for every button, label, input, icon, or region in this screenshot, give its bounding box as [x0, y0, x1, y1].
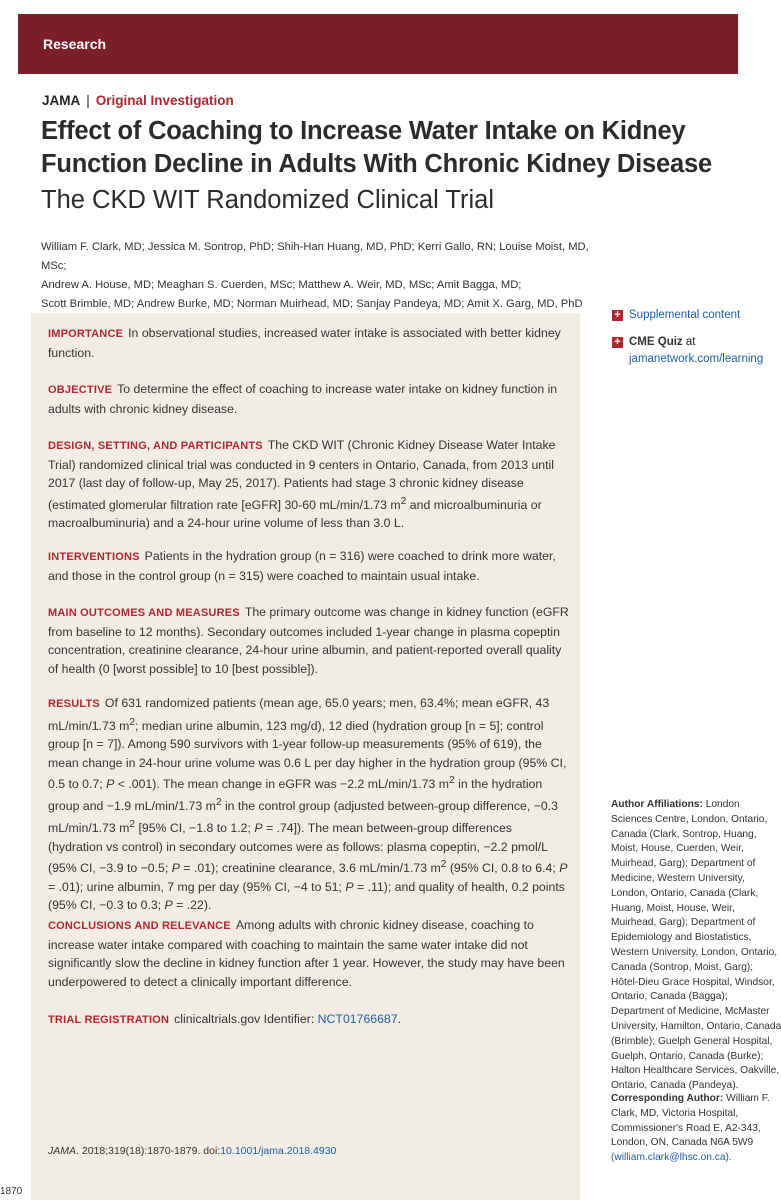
- affiliation-line: [611, 887, 759, 902]
- affiliation-line: [611, 976, 775, 991]
- abstract-results: [48, 694, 570, 915]
- affiliation-text: Halton Healthcare Services, Oakville,: [611, 1065, 780, 1077]
- superscript: 2: [400, 495, 407, 507]
- results-text: = .74]). The mean between-group differences (hydration vs control) in secondary outcomes were as follows: plasma copeptin, −2.2 pmol/L (95% CI, −3.9 to −0.5;: [48, 820, 548, 876]
- p-value-symbol: P: [171, 861, 180, 876]
- cme-at: at: [682, 336, 696, 348]
- results-text: in the hydration group and −1.9 mL/min/1.73 m: [48, 777, 543, 814]
- affiliation-line: [611, 1064, 780, 1079]
- design-text: The CKD WIT (Chronic Kidney Disease Water Intake Trial) randomized clinical trial was conducted in 9 centers in Ontario, Canada, from 2013 until 2017 (last day of follow-up, May 25, 2017). Patients had stage 3 chronic kidney disease (estimated glomerular filtration rate [eGFR] 30-60 mL/min/1.73 m: [48, 438, 556, 512]
- page-number: 1870: [0, 1186, 23, 1197]
- section-label: Research: [43, 36, 107, 52]
- results-text: = .22).: [172, 898, 212, 913]
- p-value-symbol: P: [254, 820, 263, 835]
- corresponding-line: [611, 1136, 754, 1151]
- superscript: 2: [129, 716, 136, 728]
- outcomes-heading: MAIN OUTCOMES AND MEASURES: [48, 607, 240, 619]
- results-text: = .11); and quality of health, 0.2 points (95% CI, −0.3 to 0.3;: [48, 879, 565, 913]
- affiliation-line: [611, 1020, 781, 1035]
- interventions-heading: INTERVENTIONS: [48, 551, 140, 563]
- affiliation-line: [611, 1035, 773, 1050]
- design-heading: DESIGN, SETTING, AND PARTICIPANTS: [48, 440, 263, 452]
- supplemental-content-link[interactable]: [612, 307, 740, 324]
- affiliations-heading: Author Affiliations:: [611, 799, 703, 810]
- results-text: Of 631 randomized patients (mean age, 65.0 years; men, 63.4%; mean eGFR, 43 mL/min/1.73 m: [48, 696, 550, 733]
- corresponding-text: William F.: [726, 1093, 770, 1104]
- importance-heading: IMPORTANCE: [48, 328, 124, 340]
- affiliation-line: [611, 828, 757, 843]
- corresponding-author: [611, 1092, 770, 1166]
- registration-heading: TRIAL REGISTRATION: [48, 1014, 170, 1026]
- corresponding-line: [611, 1092, 770, 1107]
- superscript: 2: [449, 775, 455, 787]
- abstract-design: [48, 436, 570, 533]
- affiliation-line: [611, 872, 745, 887]
- plus-icon: +: [612, 337, 623, 348]
- affiliation-text: Moist, House, Cuerden, Weir,: [611, 843, 744, 855]
- affiliation-line: [611, 798, 738, 813]
- affiliation-text: Medicine, Western University,: [611, 872, 745, 884]
- citation-ref: . 2018;319(18):1870-1879. doi:: [76, 1145, 221, 1157]
- affiliation-line: [611, 961, 754, 976]
- corresponding-text: Commissioner's Road E, A2-343,: [611, 1122, 761, 1134]
- p-value-symbol: P: [345, 879, 354, 894]
- corresponding-text: London, ON, Canada N6A 5W9: [611, 1137, 754, 1149]
- citation-line: [48, 1145, 336, 1157]
- affiliation-text: London, Ontario, Canada (Clark,: [611, 887, 759, 899]
- doi-link[interactable]: 10.1001/jama.2018.4930: [220, 1145, 337, 1157]
- affiliation-text: Western University, London, Ontario,: [611, 946, 778, 958]
- affiliation-text: Ontario, Canada (Bagga);: [611, 991, 728, 1003]
- affiliation-text: University, Hamilton, Ontario, Canada: [611, 1020, 781, 1032]
- p-value-symbol: P: [559, 861, 568, 876]
- affiliation-line: [611, 1005, 770, 1020]
- journal-line: [42, 93, 234, 108]
- p-value-symbol: P: [106, 777, 115, 792]
- interventions-text: Patients in the hydration group (n = 316) were coached to drink more water, and those in the control group (n = 315) were coached to maintain usual intake.: [48, 549, 556, 583]
- importance-text: In observational studies, increased water intake is associated with better kidney function.: [48, 326, 561, 360]
- plus-icon: +: [612, 310, 623, 321]
- supplemental-label[interactable]: Supplemental content: [629, 309, 741, 321]
- section-header-bar: [18, 14, 738, 74]
- author-line: Scott Brimble, MD; Andrew Burke, MD; Norman Muirhead, MD; Sanjay Pandeya, MD; Amit X. Garg, MD, PhD: [41, 298, 583, 310]
- design-text: and microalbuminuria or macroalbuminuria) and a 24-hour urine volume of less than 3.0 L.: [48, 497, 542, 531]
- results-text: in the control group (adjusted between-group difference, −0.3 mL/min/1.73 m: [48, 799, 558, 835]
- superscript: 2: [440, 859, 447, 871]
- affiliation-text: Hôtel-Dieu Grace Hospital, Windsor,: [611, 976, 775, 988]
- corresponding-heading: Corresponding Author:: [611, 1093, 724, 1104]
- abstract-registration: [48, 1010, 570, 1030]
- superscript: 2: [129, 818, 136, 830]
- affiliation-line: [611, 813, 768, 828]
- affiliation-line: [611, 902, 738, 917]
- journal-name: JAMA: [42, 93, 81, 108]
- abstract-conclusions: [48, 916, 570, 991]
- cme-link[interactable]: jamanetwork.com/learning: [629, 353, 764, 365]
- affiliation-text: Guelph, Ontario, Canada (Burke);: [611, 1050, 764, 1062]
- results-text: (95% CI, 0.8 to 6.4;: [446, 861, 560, 876]
- citation-journal: JAMA: [48, 1145, 77, 1157]
- affiliation-text: Ontario, Canada (Pandeya).: [611, 1080, 739, 1092]
- results-text: [95% CI, −1.8 to 1.2;: [135, 820, 255, 835]
- affiliation-text: Muirhead, Garg); Department of: [611, 917, 756, 929]
- results-text: < .001). The mean change in eGFR was −2.2 mL/min/1.73 m: [114, 777, 450, 792]
- affiliation-text: Canada (Sontrop, Moist, Garg);: [611, 961, 754, 973]
- affiliation-text: Sciences Centre, London, Ontario,: [611, 813, 768, 825]
- results-text: = .01); urine albumin, 7 mg per day (95% CI, −4 to 51;: [48, 879, 346, 894]
- cme-label: CME Quiz: [629, 336, 683, 348]
- affiliation-text: Department of Medicine, McMaster: [611, 1006, 770, 1018]
- journal-separator: |: [86, 93, 90, 108]
- conclusions-heading: CONCLUSIONS AND RELEVANCE: [48, 920, 231, 932]
- outcomes-text: The primary outcome was change in kidney function (eGFR from baseline to 12 months). Secondary outcomes included 1-year change in plasma copeptin concentration, creatinine clearance, 24-hour urine albumin, and patient-reported overall quality of health (0 [worst possible] to 10 [best possible]).: [48, 605, 569, 676]
- article-title: Effect of Coaching to Increase Water Intake on Kidney Function Decline in Adults With Chronic Kidney Disease: [41, 117, 712, 178]
- affiliation-line: [611, 931, 752, 946]
- cme-quiz-item: [612, 334, 763, 368]
- affiliation-text: Muirhead, Garg); Department of: [611, 858, 756, 870]
- affiliation-line: [611, 946, 778, 961]
- p-value-symbol: P: [164, 898, 173, 913]
- affiliation-line: [611, 842, 744, 857]
- results-heading: RESULTS: [48, 698, 100, 710]
- affiliation-line: [611, 916, 756, 931]
- affiliation-text: (Brimble); Guelph General Hospital,: [611, 1035, 773, 1047]
- objective-text: To determine the effect of coaching to increase water intake on kidney function in adults with chronic kidney disease.: [48, 382, 558, 416]
- affiliation-text: Epidemiology and Biostatistics,: [611, 932, 752, 944]
- author-affiliations: [611, 798, 781, 1094]
- corresponding-text: Clark, MD, Victoria Hospital,: [611, 1107, 739, 1119]
- affiliation-text: London: [705, 799, 740, 810]
- article-type: Original Investigation: [95, 93, 234, 108]
- abstract-interventions: [48, 547, 570, 585]
- abstract-objective: [48, 380, 570, 418]
- author-line: William F. Clark, MD; Jessica M. Sontrop, PhD; Shih-Han Huang, MD, PhD; Kerri Gallo, RN; Louise Moist, MD, MSc;: [41, 241, 589, 272]
- affiliation-text: Canada (Clark, Sontrop, Huang,: [611, 828, 757, 840]
- abstract-outcomes: [48, 603, 570, 678]
- affiliation-text: Huang, Moist, House, Weir,: [611, 902, 735, 914]
- article-subtitle: The CKD WIT Randomized Clinical Trial: [41, 186, 494, 214]
- trial-id-link[interactable]: NCT01766687: [317, 1012, 398, 1026]
- affiliation-line: [611, 857, 756, 872]
- corresponding-line: [611, 1107, 738, 1122]
- results-text: = .01); creatinine clearance, 3.6 mL/min/1.73 m: [179, 861, 441, 876]
- author-list: [41, 238, 611, 314]
- abstract-importance: [48, 324, 570, 362]
- objective-heading: OBJECTIVE: [48, 384, 113, 396]
- registration-text: clinicaltrials.gov Identifier:: [174, 1012, 315, 1026]
- abstract-box: [31, 313, 580, 1200]
- registration-suffix: .: [397, 1012, 402, 1026]
- results-text: ; median urine albumin, 123 mg/d), 12 died (hydration group [n = 5]; control group [n = 7]). Among 590 survivors with 1-year follow-up measurements (95% of 619), the mean change in 24-hour urine volume was 0.6 L per day higher in the hydration group (95% CI, 0.5 to 0.7;: [48, 718, 567, 792]
- affiliation-line: [611, 1050, 764, 1065]
- author-line: Andrew A. House, MD; Meaghan S. Cuerden, MSc; Matthew A. Weir, MD, MSc; Amit Bagga, MD;: [41, 279, 522, 291]
- conclusions-text: Among adults with chronic kidney disease, coaching to increase water intake compared with coaching to maintain the same water intake did not significantly slow the decline in kidney function after 1 year. However, the study may have been underpowered to detect a clinically important difference.: [48, 918, 565, 989]
- superscript: 2: [215, 797, 222, 809]
- author-email-link[interactable]: (william.clark@lhsc.on.ca).: [611, 1152, 732, 1164]
- affiliation-line: [611, 990, 738, 1005]
- corresponding-line: [611, 1122, 761, 1137]
